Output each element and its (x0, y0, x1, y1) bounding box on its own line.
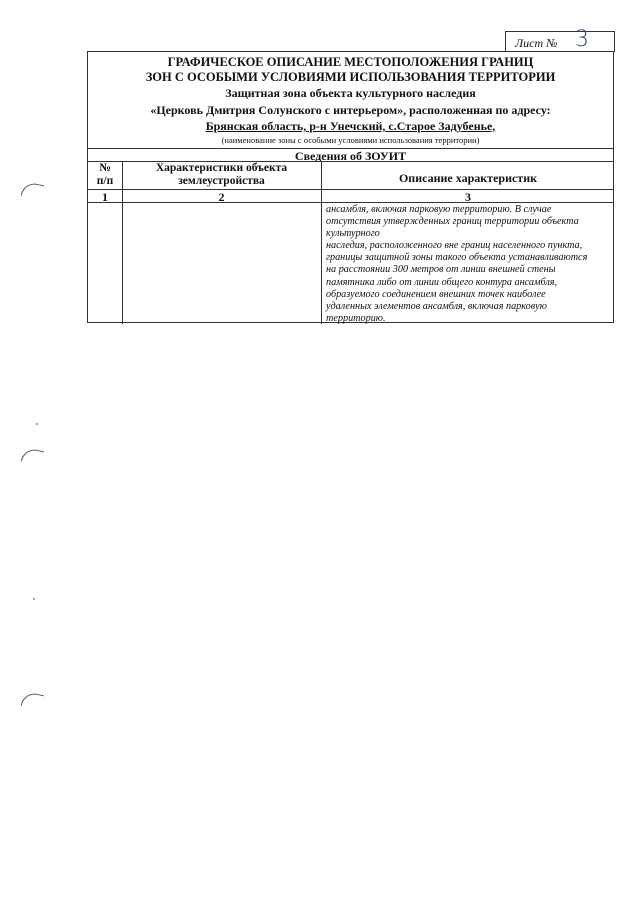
description-line: наследия, расположенного вне границ населенного пункта, (326, 240, 583, 252)
column-index-1: 1 (102, 190, 108, 204)
header-num-line-2: п/п (96, 175, 114, 187)
column-index-3: 3 (465, 190, 471, 204)
sheet-number: 3 (575, 27, 589, 52)
object-name-line: «Церковь Дмитрия Солунского с интерьером», расположенная по адресу: (150, 103, 551, 117)
table-row-description (326, 204, 611, 325)
punch-hole-mark (21, 181, 45, 200)
column-index-2: 2 (218, 190, 225, 204)
divider (88, 202, 613, 203)
title-line-2: ЗОН С ОСОБЫМИ УСЛОВИЯМИ ИСПОЛЬЗОВАНИЯ ТЕРРИТОРИИ (145, 70, 556, 84)
description-line: территорию. (326, 312, 386, 324)
description-line: ансамбля, включая парковую территорию. В случае (326, 204, 552, 215)
header-num (88, 162, 122, 188)
description-line: отсутствия утвержденных границ территории объекта (326, 216, 579, 228)
header-characteristics-line-1: Характеристики объекта (155, 162, 288, 174)
zone-caption: (наименование зоны с особыми условиями использования территории) (221, 135, 480, 145)
description-line: памятника либо от линии общего контура ансамбля, (326, 276, 558, 288)
sheet-number-box (505, 27, 615, 52)
title-line-1: ГРАФИЧЕСКОЕ ОПИСАНИЕ МЕСТОПОЛОЖЕНИЯ ГРАНИЦ (167, 55, 534, 69)
punch-hole-mark (21, 691, 45, 710)
description-line: культурного (326, 228, 380, 240)
scan-speck (36, 423, 38, 425)
zone-name-line: Защитная зона объекта культурного наследия (225, 86, 476, 100)
description-line: границы защитной зоны такого объекта устанавливаются (326, 252, 588, 264)
scan-speck (33, 598, 35, 600)
punch-hole-mark (21, 447, 45, 466)
header-num-line-1: № (99, 162, 111, 174)
description-line: образуемого соединением внешних точек наиболее (326, 288, 546, 300)
header-characteristics-line-2: землеустройства (178, 175, 265, 187)
address-line: Брянская область, р-н Унечский, с.Старое Задубенье, (205, 119, 496, 133)
sheet-label: Лист № (515, 36, 558, 50)
description-line: удаленных элементов ансамбля, включая парковую (326, 300, 547, 312)
description-line: на расстоянии 300 метров от линии внешней стены (326, 264, 556, 276)
header-description: Описание характеристик (398, 171, 538, 185)
title-block (88, 52, 613, 148)
header-characteristics (122, 162, 321, 188)
section-title: Сведения об ЗОУИТ (294, 149, 407, 163)
document-table (87, 51, 614, 323)
